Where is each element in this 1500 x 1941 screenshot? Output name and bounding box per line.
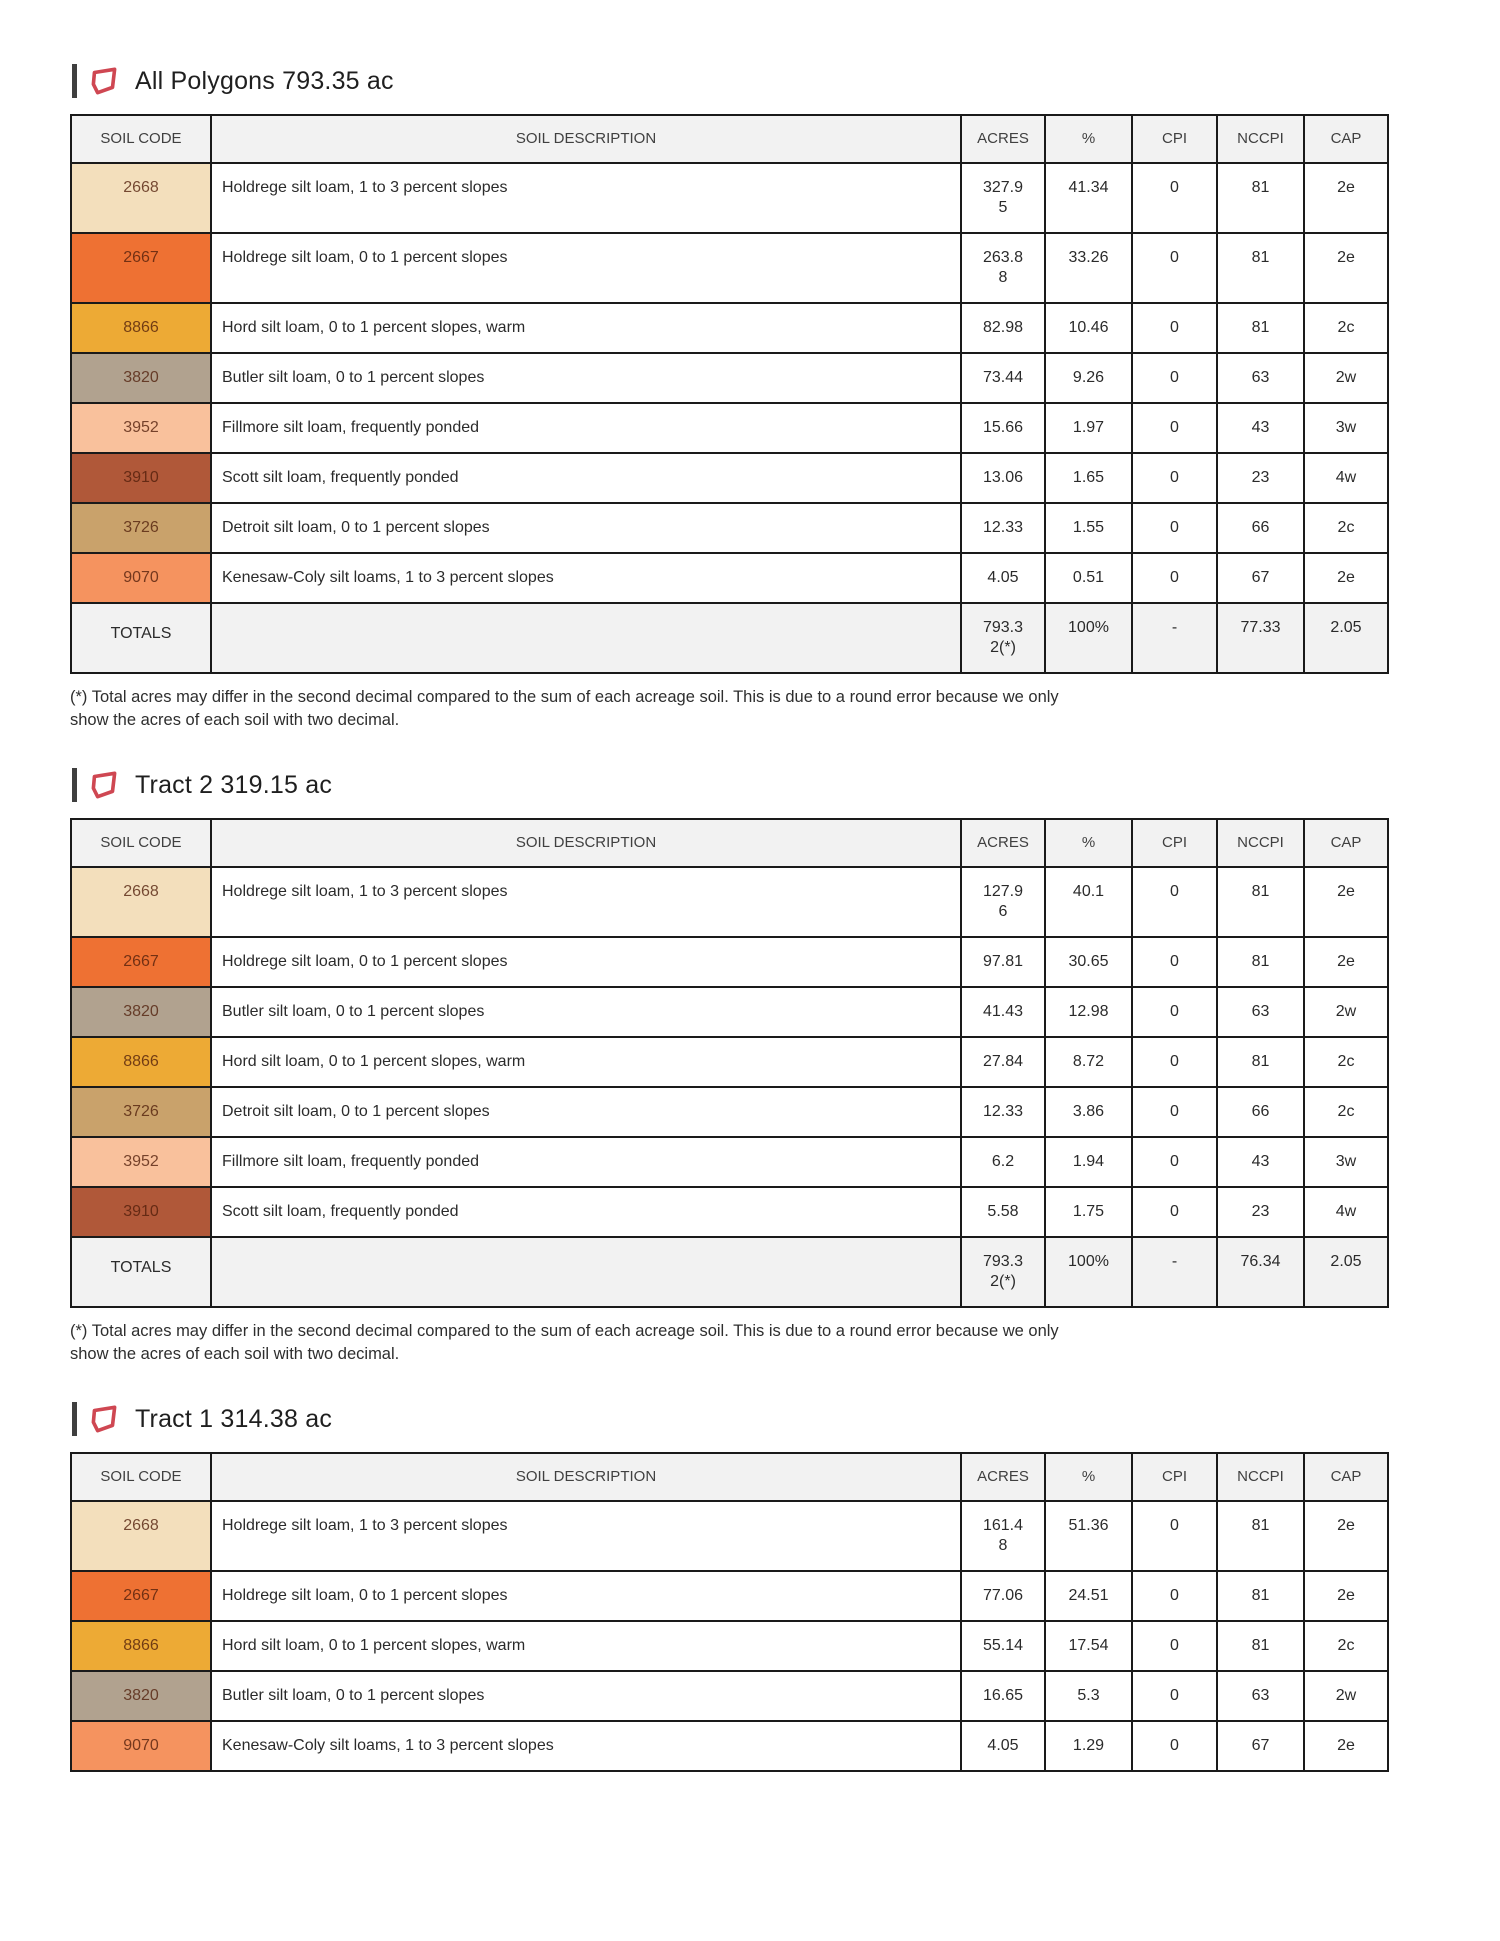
soil-code-cell: 3726 <box>71 503 211 553</box>
soil-code-cell: 2667 <box>71 1571 211 1621</box>
column-header-soil-code: SOIL CODE <box>71 1453 211 1501</box>
cap-cell: 2e <box>1304 553 1388 603</box>
nccpi-cell: 81 <box>1217 1501 1304 1571</box>
totals-cap: 2.05 <box>1304 1237 1388 1307</box>
totals-percent: 100% <box>1045 1237 1132 1307</box>
table-row <box>71 163 1388 233</box>
soil-description-cell: Butler silt loam, 0 to 1 percent slopes <box>211 987 961 1037</box>
nccpi-cell: 63 <box>1217 987 1304 1037</box>
cap-cell: 2e <box>1304 867 1388 937</box>
header-row <box>71 819 1388 867</box>
percent-cell: 1.65 <box>1045 453 1132 503</box>
cpi-cell: 0 <box>1132 163 1217 233</box>
cap-cell: 2w <box>1304 987 1388 1037</box>
soil-code-cell: 2668 <box>71 867 211 937</box>
cap-cell: 2e <box>1304 1501 1388 1571</box>
cap-cell: 3w <box>1304 403 1388 453</box>
percent-cell: 1.97 <box>1045 403 1132 453</box>
soil-description-cell: Hord silt loam, 0 to 1 percent slopes, warm <box>211 303 961 353</box>
cpi-cell: 0 <box>1132 233 1217 303</box>
table-row <box>71 1571 1388 1621</box>
cpi-cell: 0 <box>1132 1087 1217 1137</box>
totals-cpi: - <box>1132 1237 1217 1307</box>
cap-cell: 2e <box>1304 1571 1388 1621</box>
acres-cell: 263.88 <box>961 233 1045 303</box>
percent-cell: 33.26 <box>1045 233 1132 303</box>
soil-description-cell: Holdrege silt loam, 1 to 3 percent slopes <box>211 1501 961 1571</box>
soil-description-cell: Holdrege silt loam, 0 to 1 percent slopes <box>211 937 961 987</box>
cpi-cell: 0 <box>1132 403 1217 453</box>
column-header-acres: ACRES <box>961 115 1045 163</box>
percent-cell: 0.51 <box>1045 553 1132 603</box>
cpi-cell: 0 <box>1132 1187 1217 1237</box>
percent-cell: 41.34 <box>1045 163 1132 233</box>
footnote <box>70 1320 1430 1366</box>
section-header <box>72 64 1428 98</box>
report-sections <box>70 64 1430 1772</box>
acres-cell: 161.48 <box>961 1501 1045 1571</box>
soil-description-cell: Fillmore silt loam, frequently ponded <box>211 1137 961 1187</box>
soil-description-cell: Butler silt loam, 0 to 1 percent slopes <box>211 1671 961 1721</box>
acres-cell: 73.44 <box>961 353 1045 403</box>
section-title: Tract 2 319.15 ac <box>135 770 333 799</box>
percent-cell: 30.65 <box>1045 937 1132 987</box>
section-marker-bar <box>72 768 77 802</box>
soil-code-cell: 3820 <box>71 1671 211 1721</box>
cap-cell: 2e <box>1304 1721 1388 1771</box>
percent-cell: 1.29 <box>1045 1721 1132 1771</box>
column-header-cap: CAP <box>1304 1453 1388 1501</box>
column-header--: % <box>1045 115 1132 163</box>
cpi-cell: 0 <box>1132 1501 1217 1571</box>
nccpi-cell: 67 <box>1217 1721 1304 1771</box>
table-row <box>71 1501 1388 1571</box>
cap-cell: 2e <box>1304 163 1388 233</box>
totals-row <box>71 1237 1388 1307</box>
nccpi-cell: 23 <box>1217 1187 1304 1237</box>
table-row <box>71 453 1388 503</box>
cpi-cell: 0 <box>1132 1721 1217 1771</box>
totals-spacer <box>211 603 961 673</box>
table-row <box>71 353 1388 403</box>
acres-cell: 27.84 <box>961 1037 1045 1087</box>
soil-table <box>70 818 1389 1308</box>
cpi-cell: 0 <box>1132 1137 1217 1187</box>
column-header-cap: CAP <box>1304 115 1388 163</box>
cpi-cell: 0 <box>1132 937 1217 987</box>
totals-percent: 100% <box>1045 603 1132 673</box>
nccpi-cell: 43 <box>1217 1137 1304 1187</box>
soil-code-cell: 9070 <box>71 1721 211 1771</box>
cpi-cell: 0 <box>1132 1571 1217 1621</box>
soil-description-cell: Holdrege silt loam, 0 to 1 percent slopes <box>211 1571 961 1621</box>
nccpi-cell: 81 <box>1217 1571 1304 1621</box>
acres-cell: 12.33 <box>961 503 1045 553</box>
totals-acres: 793.32(*) <box>961 603 1045 673</box>
table-row <box>71 867 1388 937</box>
soil-description-cell: Detroit silt loam, 0 to 1 percent slopes <box>211 1087 961 1137</box>
cap-cell: 2c <box>1304 1621 1388 1671</box>
cap-cell: 2c <box>1304 303 1388 353</box>
acres-cell: 55.14 <box>961 1621 1045 1671</box>
table-row <box>71 1087 1388 1137</box>
column-header-soil-description: SOIL DESCRIPTION <box>211 1453 961 1501</box>
soil-code-cell: 8866 <box>71 303 211 353</box>
nccpi-cell: 81 <box>1217 1037 1304 1087</box>
percent-cell: 10.46 <box>1045 303 1132 353</box>
nccpi-cell: 67 <box>1217 553 1304 603</box>
footnote <box>70 686 1430 732</box>
column-header-cpi: CPI <box>1132 819 1217 867</box>
column-header-acres: ACRES <box>961 819 1045 867</box>
report-section <box>70 768 1430 1366</box>
cpi-cell: 0 <box>1132 503 1217 553</box>
table-row <box>71 987 1388 1037</box>
column-header-acres: ACRES <box>961 1453 1045 1501</box>
column-header--: % <box>1045 1453 1132 1501</box>
cpi-cell: 0 <box>1132 987 1217 1037</box>
cap-cell: 2c <box>1304 1087 1388 1137</box>
table-row <box>71 1137 1388 1187</box>
percent-cell: 17.54 <box>1045 1621 1132 1671</box>
soil-code-cell: 2668 <box>71 163 211 233</box>
column-header-soil-code: SOIL CODE <box>71 819 211 867</box>
totals-cap: 2.05 <box>1304 603 1388 673</box>
soil-code-cell: 3820 <box>71 353 211 403</box>
totals-cpi: - <box>1132 603 1217 673</box>
footnote-line: (*) Total acres may differ in the second decimal compared to the sum of each acreage soil. This is due to a round error because we only <box>70 1322 1059 1340</box>
section-marker-bar <box>72 64 77 98</box>
percent-cell: 40.1 <box>1045 867 1132 937</box>
column-header-cpi: CPI <box>1132 1453 1217 1501</box>
soil-description-cell: Holdrege silt loam, 0 to 1 percent slopes <box>211 233 961 303</box>
cap-cell: 4w <box>1304 453 1388 503</box>
soil-description-cell: Detroit silt loam, 0 to 1 percent slopes <box>211 503 961 553</box>
soil-code-cell: 2667 <box>71 937 211 987</box>
soil-code-cell: 3952 <box>71 403 211 453</box>
cap-cell: 2c <box>1304 1037 1388 1087</box>
soil-code-cell: 3726 <box>71 1087 211 1137</box>
header-row <box>71 115 1388 163</box>
section-header <box>72 1402 1428 1436</box>
percent-cell: 3.86 <box>1045 1087 1132 1137</box>
acres-cell: 12.33 <box>961 1087 1045 1137</box>
cpi-cell: 0 <box>1132 1671 1217 1721</box>
header-row <box>71 1453 1388 1501</box>
polygon-icon <box>87 768 121 802</box>
totals-label: TOTALS <box>71 1237 211 1307</box>
table-row <box>71 1721 1388 1771</box>
cpi-cell: 0 <box>1132 1621 1217 1671</box>
soil-description-cell: Holdrege silt loam, 1 to 3 percent slopes <box>211 163 961 233</box>
nccpi-cell: 81 <box>1217 303 1304 353</box>
percent-cell: 8.72 <box>1045 1037 1132 1087</box>
percent-cell: 1.75 <box>1045 1187 1132 1237</box>
acres-cell: 97.81 <box>961 937 1045 987</box>
table-row <box>71 403 1388 453</box>
soil-description-cell: Scott silt loam, frequently ponded <box>211 453 961 503</box>
section-header <box>72 768 1428 802</box>
soil-code-cell: 3952 <box>71 1137 211 1187</box>
acres-cell: 4.05 <box>961 553 1045 603</box>
nccpi-cell: 66 <box>1217 1087 1304 1137</box>
soil-description-cell: Holdrege silt loam, 1 to 3 percent slopes <box>211 867 961 937</box>
soil-code-cell: 3910 <box>71 453 211 503</box>
nccpi-cell: 63 <box>1217 353 1304 403</box>
soil-description-cell: Scott silt loam, frequently ponded <box>211 1187 961 1237</box>
acres-cell: 15.66 <box>961 403 1045 453</box>
polygon-icon <box>87 64 121 98</box>
column-header-nccpi: NCCPI <box>1217 1453 1304 1501</box>
acres-cell: 16.65 <box>961 1671 1045 1721</box>
cap-cell: 3w <box>1304 1137 1388 1187</box>
soil-code-cell: 2668 <box>71 1501 211 1571</box>
cpi-cell: 0 <box>1132 1037 1217 1087</box>
column-header-nccpi: NCCPI <box>1217 819 1304 867</box>
soil-description-cell: Kenesaw-Coly silt loams, 1 to 3 percent slopes <box>211 1721 961 1771</box>
acres-cell: 327.95 <box>961 163 1045 233</box>
acres-cell: 82.98 <box>961 303 1045 353</box>
soil-code-cell: 3820 <box>71 987 211 1037</box>
cap-cell: 2w <box>1304 353 1388 403</box>
cpi-cell: 0 <box>1132 353 1217 403</box>
column-header-nccpi: NCCPI <box>1217 115 1304 163</box>
acres-cell: 6.2 <box>961 1137 1045 1187</box>
column-header-cap: CAP <box>1304 819 1388 867</box>
nccpi-cell: 43 <box>1217 403 1304 453</box>
percent-cell: 1.94 <box>1045 1137 1132 1187</box>
acres-cell: 77.06 <box>961 1571 1045 1621</box>
totals-label: TOTALS <box>71 603 211 673</box>
table-row <box>71 553 1388 603</box>
percent-cell: 5.3 <box>1045 1671 1132 1721</box>
percent-cell: 24.51 <box>1045 1571 1132 1621</box>
totals-row <box>71 603 1388 673</box>
cap-cell: 2w <box>1304 1671 1388 1721</box>
acres-cell: 41.43 <box>961 987 1045 1037</box>
soil-description-cell: Hord silt loam, 0 to 1 percent slopes, warm <box>211 1621 961 1671</box>
totals-nccpi: 77.33 <box>1217 603 1304 673</box>
totals-spacer <box>211 1237 961 1307</box>
soil-code-cell: 8866 <box>71 1037 211 1087</box>
nccpi-cell: 63 <box>1217 1671 1304 1721</box>
nccpi-cell: 81 <box>1217 867 1304 937</box>
column-header-soil-description: SOIL DESCRIPTION <box>211 819 961 867</box>
polygon-icon <box>87 1402 121 1436</box>
percent-cell: 1.55 <box>1045 503 1132 553</box>
column-header--: % <box>1045 819 1132 867</box>
footnote-line: (*) Total acres may differ in the second decimal compared to the sum of each acreage soil. This is due to a round error because we only <box>70 688 1059 706</box>
soil-code-cell: 3910 <box>71 1187 211 1237</box>
cpi-cell: 0 <box>1132 303 1217 353</box>
acres-cell: 13.06 <box>961 453 1045 503</box>
footnote-line: show the acres of each soil with two decimal. <box>70 711 400 729</box>
soil-description-cell: Fillmore silt loam, frequently ponded <box>211 403 961 453</box>
report-section <box>70 1402 1430 1772</box>
section-title: All Polygons 793.35 ac <box>135 66 394 95</box>
nccpi-cell: 66 <box>1217 503 1304 553</box>
table-row <box>71 1037 1388 1087</box>
percent-cell: 51.36 <box>1045 1501 1132 1571</box>
column-header-cpi: CPI <box>1132 115 1217 163</box>
nccpi-cell: 81 <box>1217 233 1304 303</box>
acres-cell: 5.58 <box>961 1187 1045 1237</box>
nccpi-cell: 81 <box>1217 1621 1304 1671</box>
table-row <box>71 503 1388 553</box>
soil-description-cell: Butler silt loam, 0 to 1 percent slopes <box>211 353 961 403</box>
table-row <box>71 1187 1388 1237</box>
column-header-soil-code: SOIL CODE <box>71 115 211 163</box>
soil-table <box>70 114 1389 674</box>
table-row <box>71 303 1388 353</box>
cap-cell: 2e <box>1304 233 1388 303</box>
cap-cell: 2e <box>1304 937 1388 987</box>
cap-cell: 2c <box>1304 503 1388 553</box>
section-title: Tract 1 314.38 ac <box>135 1404 333 1433</box>
report-section <box>70 64 1430 732</box>
table-row <box>71 937 1388 987</box>
acres-cell: 4.05 <box>961 1721 1045 1771</box>
column-header-soil-description: SOIL DESCRIPTION <box>211 115 961 163</box>
soil-table <box>70 1452 1389 1772</box>
soil-description-cell: Kenesaw-Coly silt loams, 1 to 3 percent slopes <box>211 553 961 603</box>
cpi-cell: 0 <box>1132 453 1217 503</box>
section-marker-bar <box>72 1402 77 1436</box>
footnote-line: show the acres of each soil with two decimal. <box>70 1345 400 1363</box>
totals-nccpi: 76.34 <box>1217 1237 1304 1307</box>
soil-description-cell: Hord silt loam, 0 to 1 percent slopes, warm <box>211 1037 961 1087</box>
totals-acres: 793.32(*) <box>961 1237 1045 1307</box>
table-row <box>71 1671 1388 1721</box>
nccpi-cell: 81 <box>1217 163 1304 233</box>
soil-code-cell: 9070 <box>71 553 211 603</box>
nccpi-cell: 81 <box>1217 937 1304 987</box>
percent-cell: 12.98 <box>1045 987 1132 1037</box>
cpi-cell: 0 <box>1132 553 1217 603</box>
soil-code-cell: 2667 <box>71 233 211 303</box>
cpi-cell: 0 <box>1132 867 1217 937</box>
cap-cell: 4w <box>1304 1187 1388 1237</box>
acres-cell: 127.96 <box>961 867 1045 937</box>
nccpi-cell: 23 <box>1217 453 1304 503</box>
table-row <box>71 1621 1388 1671</box>
soil-code-cell: 8866 <box>71 1621 211 1671</box>
table-row <box>71 233 1388 303</box>
percent-cell: 9.26 <box>1045 353 1132 403</box>
